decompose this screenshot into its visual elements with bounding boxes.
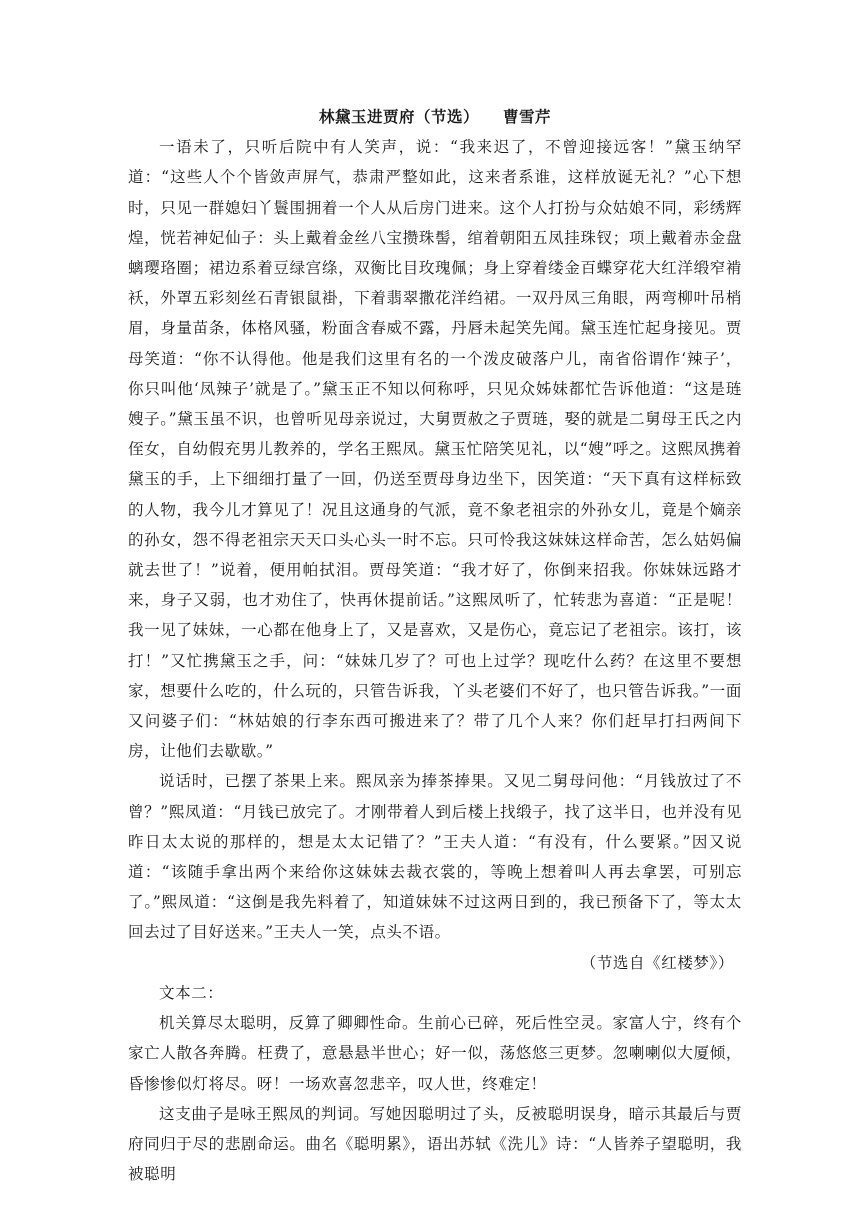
text2-paragraph-2: 这支曲子是咏王熙凤的判词。写她因聪明过了头，反被聪明误身，暗示其最后与贾府同归于尽的悲剧命运。曲名《聪明累》，语出苏轼《洗儿》诗：“人皆养子望聪明，我被聪明 (128, 1104, 742, 1184)
author-name: 曹雪芹 (503, 108, 552, 126)
paragraph-2: 说话时，已摆了茶果上来。熙凤亲为捧茶捧果。又见二舅母问他：“月钱放过了不曾？”熙凤道：“月钱已放完了。才刚带着人到后楼上找缎子，找了这半日，也并没有见昨日太太说的那样的，想是太太记错了？”王夫人道：“有没有，什么要紧。”因又说道：“该随手拿出两个来给你这妹妹去裁衣裳的，等晚上想着叫人再去拿罢，可别忘了。”熙凤道：“这倒是我先料着了，知道妹妹不过这两日到的，我已预备下了，等太太回去过了目好送来。”王夫人一笑，点头不语。 (128, 772, 742, 942)
title-text: 林黛玉进贾府（节选） (318, 108, 479, 126)
paragraph-1: 一语未了，只听后院中有人笑声，说：“我来迟了，不曾迎接远客！”黛玉纳罕道：“这些人个个皆敛声屏气，恭肃严整如此，这来者系谁，这样放诞无礼？”心下想时，只见一群媳妇丫鬟围拥着一个人从后房门进来。这个人打扮与众姑娘不同，彩绣辉煌，恍若神妃仙子：头上戴着金丝八宝攒珠髻，绾着朝阳五凤挂珠钗；项上戴着赤金盘螭璎珞圈；裙边系着豆绿宫绦，双衡比目玫瑰佩；身上穿着缕金百蝶穿花大红洋缎窄褃袄，外罩五彩刻丝石青银鼠褂，下着翡翠撒花洋绉裙。一双丹凤三角眼，两弯柳叶吊梢眉，身量苗条，体格风骚，粉面含春威不露，丹唇未起笑先闻。黛玉连忙起身接见。贾母笑道：“你不认得他。他是我们这里有名的一个泼皮破落户儿，南省俗谓作‘辣子’，你只叫他‘凤辣子’就是了。”黛玉正不知以何称呼，只见众姊妹都忙告诉他道：“这是琏嫂子。”黛玉虽不识，也曾听见母亲说过，大舅贾赦之子贾琏，娶的就是二舅母王氏之内侄女，自幼假充男儿教养的，学名王熙凤。黛玉忙陪笑见礼，以“嫂”呼之。这熙凤携着黛玉的手，上下细细打量了一回，仍送至贾母身边坐下，因笑道：“天下真有这样标致的人物，我今儿才算见了！况且这通身的气派，竟不象老祖宗的外孙女儿，竟是个嫡亲的孙女，怨不得老祖宗天天口头心头一时不忘。只可怜我这妹妹这样命苦，怎么姑妈偏就去世了！”说着，便用帕拭泪。贾母笑道：“我才好了，你倒来招我。你妹妹远路才来，身子又弱，也才劝住了，快再休提前话。”这熙凤听了，忙转悲为喜道：“正是呢！我一见了妹妹，一心都在他身上了，又是喜欢，又是伤心，竟忘记了老祖宗。该打，该打！”又忙携黛玉之手，问：“妹妹几岁了？可也上过学？现吃什么药？在这里不要想家，想要什么吃的，什么玩的，只管告诉我，丫头老婆们不好了，也只管告诉我。”一面又问婆子们：“林姑娘的行李东西可搬进来了？带了几个人来？你们赶早打扫两间下房，让他们去歇歇。” (128, 138, 742, 761)
text2-paragraph-1: 机关算尽太聪明，反算了卿卿性命。生前心已碎，死后性空灵。家富人宁，终有个家亡人散各奔腾。枉费了，意悬悬半世心；好一似，荡悠悠三更梦。忽喇喇似大厦倾，昏惨惨似灯将尽。呀！一场欢喜忽悲辛，叹人世，终难定！ (128, 1014, 742, 1093)
text2-label: 文本二： (159, 983, 224, 1002)
document-title (128, 102, 742, 132)
source-note: （节选自《红楼梦》） (580, 953, 734, 972)
